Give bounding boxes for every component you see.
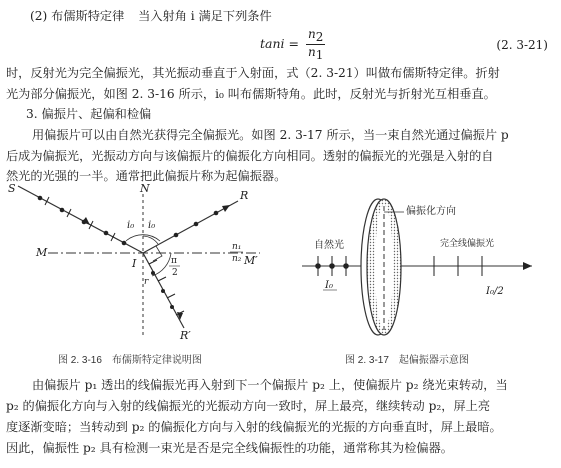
label-r: r [144,277,149,287]
section-heading-brewster: (2) 布儒斯特定律 当入射角 i 满足下列条件 [30,9,272,23]
label-Mprime: M′ [244,254,258,267]
label-i0-right: i₀ [148,220,156,231]
figure-brewster-diagram [0,182,270,346]
paragraph-line: 然光的光强的一半。通常把此偏振片称为起偏振器。 [6,169,287,183]
brewster-equation: tani = $\frac{n2}{n1}$ [260,27,324,62]
label-I0: I₀ [325,280,333,291]
equation-number: (2. 3-21) [496,38,548,52]
label-n2: n₂ [232,254,242,264]
label-M: M [36,246,48,259]
label-pi: π [171,256,177,266]
paragraph-line: p₂ 的偏振化方向与入射的线偏振光的光振动方向一致时，屏上最亮，继续转动 p₂，屏上亮 [6,399,491,413]
figure-caption-16: 图 2. 3-16 布儒斯特定律说明图 [58,355,202,366]
label-linear-polarized: 完全线偏振光 [440,239,495,249]
figure-polarizer-diagram [300,190,550,340]
label-S: S [8,182,16,195]
paragraph-line: 由偏振片 p₁ 透出的线偏振光再入射到下一个偏振片 p₂ 上，使偏振片 p₂ 绕光束转动，当 [32,378,508,392]
paragraph-line: 光为部分偏振光，如图 2. 3-16 所示，i₀ 叫布儒斯特角。此时，反射光与折射光互相垂直。 [6,87,496,101]
paragraph-line: 时，反射光为完全偏振光，其光振动垂直于入射面，式（2. 3-21）叫做布儒斯特定律。折射 [6,66,500,80]
paragraph-line: 度逐渐变暗；当转动到 p₂ 的偏振化方向与入射的线偏振光的光振的方向垂直时，屏上最暗。 [6,420,502,434]
equation-fraction: $\frac{n2}{n1}$ [307,27,324,62]
label-n1: n₁ [232,242,242,252]
label-R: R [240,189,249,202]
label-natural-light: 自然光 [314,240,344,251]
paragraph-line: 用偏振片可以由自然光获得完全偏振光。如图 2. 3-17 所示，当一束自然光通过偏振片 p [32,128,509,142]
paragraph-line: 因此，偏振性 p₂ 具有检测一束光是否是完全线偏振性的功能，通常称其为检偏器。 [6,441,453,455]
section-heading-polarizer: 3. 偏振片、起偏和检偏 [26,107,152,121]
label-i0-left: i₀ [127,220,135,231]
label-I0-half: I₀/2 [486,286,504,297]
label-I: I [132,257,137,270]
label-two: 2 [172,268,178,278]
figure-caption-17: 图 2. 3-17 起偏振器示意图 [345,355,469,366]
label-N: N [140,182,150,195]
label-Rprime: R′ [180,329,191,342]
label-polarization-direction: 偏振化方向 [406,206,456,217]
paragraph-line: 后成为偏振光，光振动方向与该偏振片的偏振化方向相同。透射的偏振光的光强是入射的自 [6,149,494,163]
